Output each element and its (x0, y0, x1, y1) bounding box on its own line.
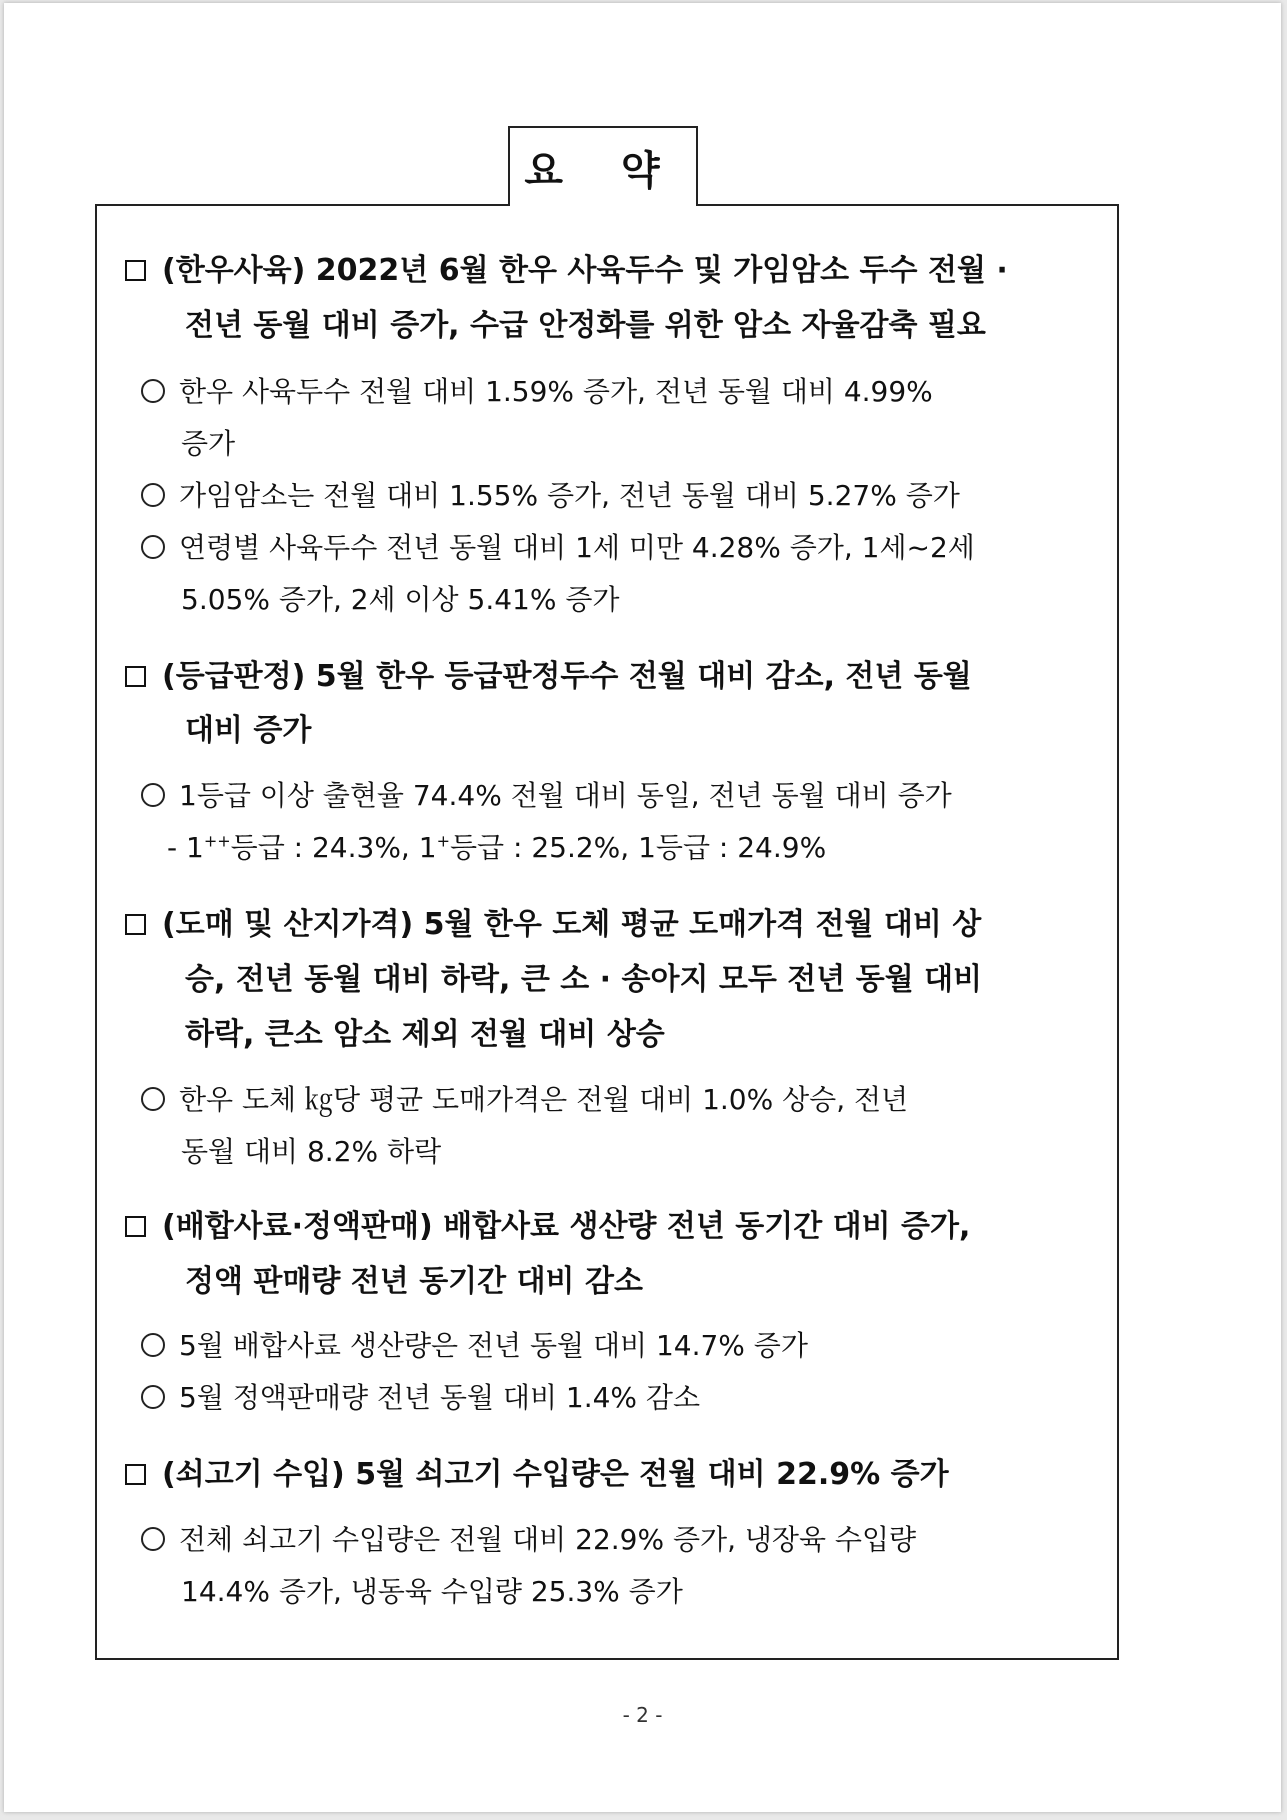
heading-line: (쇠고기 수입) 5월 쇠고기 수입량은 전월 대비 22.9% 증가 (162, 1457, 949, 1492)
bullet-text-cont: 증가 (181, 427, 236, 460)
bullet-item (141, 375, 933, 408)
heading-line: (배합사료·정액판매) 배합사료 생산량 전년 동기간 대비 증가, (162, 1209, 971, 1244)
grade-1p-base: 1 (418, 831, 437, 864)
bullet-text: 한우 사육두수 전월 대비 1.59% 증가, 전년 동월 대비 4.99% (179, 375, 933, 408)
grade-1p-value: 등급 : 25.2%, (449, 831, 630, 864)
heading-line: 하락, 큰소 암소 제외 전월 대비 상승 (185, 1017, 665, 1052)
bullet-item (141, 1329, 808, 1362)
summary-box (95, 204, 1119, 1660)
bullet-text: 가임암소는 전월 대비 1.55% 증가, 전년 동월 대비 5.27% 증가 (179, 479, 960, 512)
bullet-text: 5월 배합사료 생산량은 전년 동월 대비 14.7% 증가 (179, 1329, 808, 1362)
bullet-text-cont: 동월 대비 8.2% 하락 (181, 1135, 442, 1168)
circle-bullet-icon (141, 783, 165, 807)
checkbox-square-icon (125, 914, 146, 935)
circle-bullet-icon (141, 1333, 165, 1357)
circle-bullet-icon (141, 535, 165, 559)
document-page (4, 3, 1281, 1812)
bullet-item (141, 1381, 701, 1414)
bullet-text: 5월 정액판매량 전년 동월 대비 1.4% 감소 (179, 1381, 701, 1414)
bullet-text: 전체 쇠고기 수입량은 전월 대비 22.9% 증가, 냉장육 수입량 (179, 1523, 917, 1556)
circle-bullet-icon (141, 379, 165, 403)
heading-line: (한우사육) 2022년 6월 한우 사육두수 및 가임암소 두수 전월 · (162, 253, 1008, 288)
heading-line: 승, 전년 동월 대비 하락, 큰 소 · 송아지 모두 전년 동월 대비 (185, 962, 983, 997)
circle-bullet-icon (141, 1087, 165, 1111)
grade-1pp-base: 1 (186, 831, 204, 864)
bullet-item (141, 779, 952, 812)
grade-1pp-sup: ++ (203, 831, 231, 851)
bullet-item (141, 531, 975, 564)
page-number: - 2 - (622, 1703, 663, 1727)
bullet-text: 한우 도체 ㎏당 평균 도매가격은 전월 대비 1.0% 상승, 전년 (179, 1083, 909, 1116)
bullet-item (141, 1523, 917, 1556)
summary-title: 요 약 (508, 126, 698, 206)
bullet-text-cont: 14.4% 증가, 냉동육 수입량 25.3% 증가 (181, 1575, 683, 1608)
heading-line: 대비 증가 (185, 713, 312, 748)
bullet-item (141, 1083, 909, 1116)
grade-breakdown (167, 831, 827, 864)
bullet-item (141, 479, 960, 512)
grade-1-value: 1등급 : 24.9% (638, 831, 827, 864)
checkbox-square-icon (125, 666, 146, 687)
bullet-text: 1등급 이상 출현율 74.4% 전월 대비 동일, 전년 동월 대비 증가 (179, 779, 952, 812)
heading-line: (등급판정) 5월 한우 등급판정두수 전월 대비 감소, 전년 동월 (162, 659, 972, 694)
grade-1p-sup: + (436, 831, 450, 851)
circle-bullet-icon (141, 1385, 165, 1409)
circle-bullet-icon (141, 483, 165, 507)
checkbox-square-icon (125, 1464, 146, 1485)
bullet-text: 연령별 사육두수 전년 동월 대비 1세 미만 4.28% 증가, 1세~2세 (179, 531, 975, 564)
heading-line: 정액 판매량 전년 동기간 대비 감소 (185, 1264, 643, 1299)
heading-line: (도매 및 산지가격) 5월 한우 도체 평균 도매가격 전월 대비 상 (162, 907, 982, 942)
checkbox-square-icon (125, 1216, 146, 1237)
dash: - (167, 831, 178, 864)
checkbox-square-icon (125, 260, 146, 281)
grade-1pp-value: 등급 : 24.3%, (230, 831, 410, 864)
circle-bullet-icon (141, 1527, 165, 1551)
heading-line: 전년 동월 대비 증가, 수급 안정화를 위한 암소 자율감축 필요 (185, 308, 986, 343)
bullet-text-cont: 5.05% 증가, 2세 이상 5.41% 증가 (181, 583, 620, 616)
